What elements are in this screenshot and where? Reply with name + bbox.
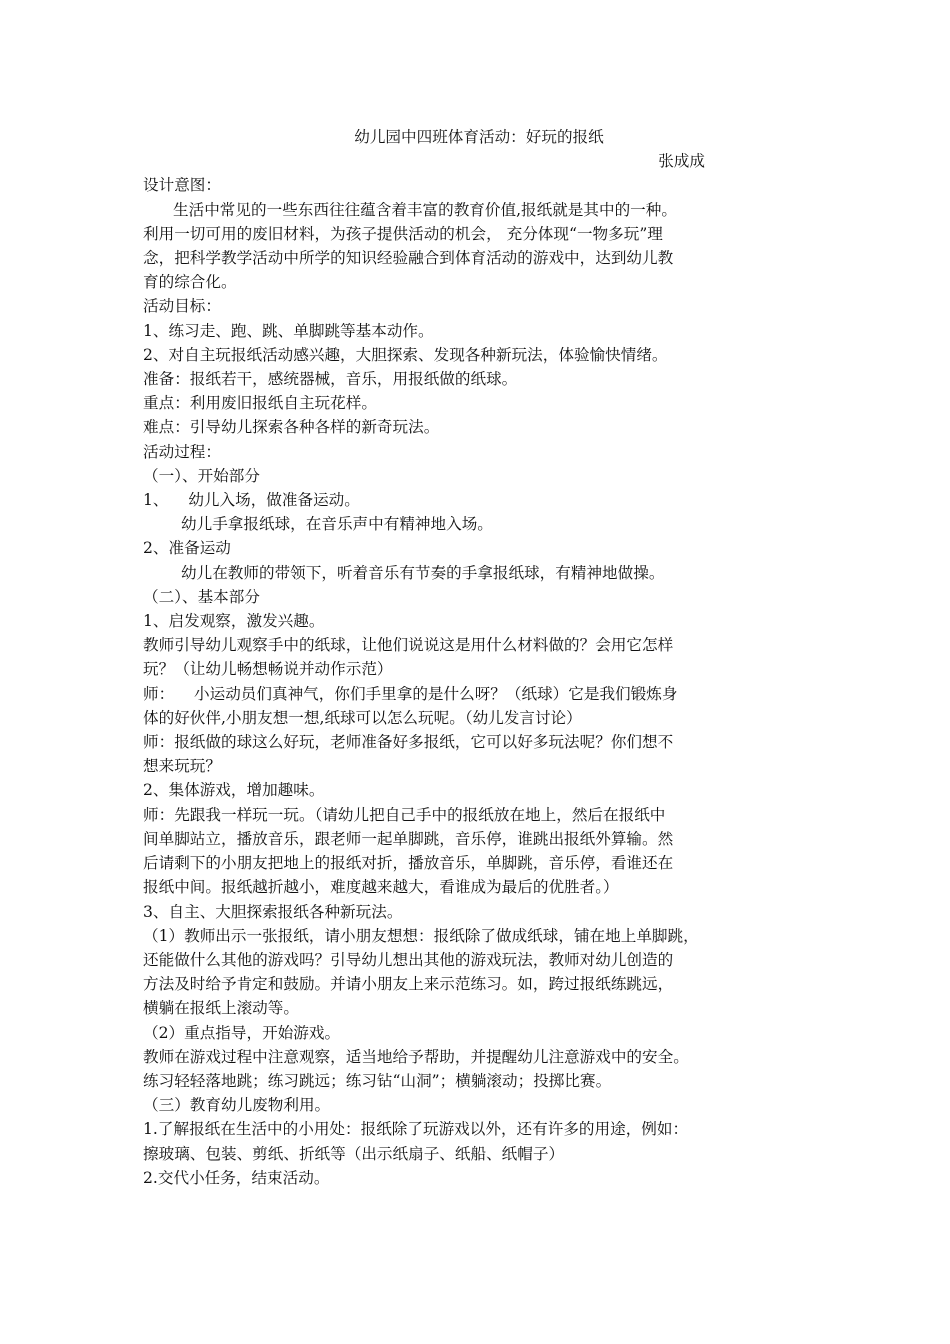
paragraph-line: 育的综合化。 [143, 273, 237, 292]
paragraph-line: 幼儿在教师的带领下，听着音乐有节奏的手拿报纸球，有精神地做操。 [181, 563, 665, 582]
preparation-line: 准备：报纸若干，感统器械，音乐，用报纸做的纸球。 [143, 370, 518, 389]
step-heading: 1、启发观察，激发兴趣。 [143, 612, 325, 631]
paragraph-line: 师：报纸做的球这么好玩，老师准备好多报纸，它可以好多玩法呢？你们想不 [143, 733, 674, 752]
key-point-line: 重点：利用废旧报纸自主玩花样。 [143, 394, 377, 413]
paragraph-line: 念，把科学教学活动中所学的知识经验融合到体育活动的游戏中，达到幼儿教 [143, 249, 674, 268]
part-heading: （三）教育幼儿废物利用。 [143, 1096, 331, 1115]
paragraph-line: 想来玩玩？ [143, 757, 221, 776]
paragraph-line: 还能做什么其他的游戏吗？引导幼儿想出其他的游戏玩法，教师对幼儿创造的 [143, 950, 674, 969]
difficulty-line: 难点：引导幼儿探索各种各样的新奇玩法。 [143, 418, 440, 437]
paragraph-line: 间单脚站立，播放音乐，跟老师一起单脚跳，音乐停，谁跳出报纸外算输。然 [143, 829, 674, 848]
paragraph-line: 练习轻轻落地跳；练习跳远；练习钻“山洞”；横躺滚动；投掷比赛。 [143, 1071, 612, 1090]
paragraph-line: 2.交代小任务，结束活动。 [143, 1168, 330, 1187]
section-heading-design-intent: 设计意图： [143, 176, 221, 195]
step-heading: 2、准备运动 [143, 539, 231, 558]
part-heading: （二）、基本部分 [143, 587, 260, 606]
paragraph-line: 体的好伙伴,小朋友想一想,纸球可以怎么玩呢。（幼儿发言讨论） [143, 708, 582, 727]
author-name: 张成成 [658, 152, 705, 171]
section-heading-goals: 活动目标： [143, 297, 221, 316]
paragraph-line: 幼儿手拿报纸球，在音乐声中有精神地入场。 [181, 515, 493, 534]
step-heading: 1、 幼儿入场，做准备运动。 [143, 491, 360, 510]
document-title: 幼儿园中四班体育活动：好玩的报纸 [354, 128, 604, 146]
sub-step-heading: （2）重点指导，开始游戏。 [143, 1023, 341, 1042]
paragraph-line: （1）教师出示一张报纸，请小朋友想想：报纸除了做成纸球，铺在地上单脚跳， [143, 926, 699, 945]
paragraph-line: 报纸中间。报纸越折越小，难度越来越大，看谁成为最后的优胜者。） [143, 878, 619, 897]
goal-item: 2、对自主玩报纸活动感兴趣，大胆探索、发现各种新玩法，体验愉快情绪。 [143, 345, 668, 364]
paragraph-line: 师： 小运动员们真神气，你们手里拿的是什么呀？（纸球）它是我们锻炼身 [143, 684, 678, 703]
paragraph-line: 教师引导幼儿观察手中的纸球，让他们说说这是用什么材料做的？会用它怎样 [143, 636, 674, 655]
paragraph-line: 横躺在报纸上滚动等。 [143, 999, 299, 1018]
paragraph-line: 利用一切可用的废旧材料，为孩子提供活动的机会， 充分体现“一物多玩”理 [143, 224, 663, 243]
part-heading: （一）、开始部分 [143, 466, 260, 485]
document-page [143, 125, 815, 1190]
paragraph-line: 玩？（让幼儿畅想畅说并动作示范） [143, 660, 393, 679]
paragraph-line: 擦玻璃、包装、剪纸、折纸等（出示纸扇子、纸船、纸帽子） [143, 1144, 565, 1163]
step-heading: 3、自主、大胆探索报纸各种新玩法。 [143, 902, 403, 921]
paragraph-line: 方法及时给予肯定和鼓励。并请小朋友上来示范练习。如，跨过报纸练跳远， [143, 975, 674, 994]
section-heading-process: 活动过程： [143, 442, 221, 461]
paragraph-line: 后请剩下的小朋友把地上的报纸对折，播放音乐，单脚跳，音乐停，看谁还在 [143, 854, 674, 873]
paragraph-line: 教师在游戏过程中注意观察，适当地给予帮助，并提醒幼儿注意游戏中的安全。 [143, 1047, 689, 1066]
paragraph-line: 1.了解报纸在生活中的小用处：报纸除了玩游戏以外，还有许多的用途，例如： [143, 1120, 689, 1139]
paragraph-line: 师：先跟我一样玩一玩。（请幼儿把自己手中的报纸放在地上，然后在报纸中 [143, 805, 666, 824]
paragraph-line: 生活中常见的一些东西往往蕴含着丰富的教育价值,报纸就是其中的一种。 [173, 200, 677, 219]
step-heading: 2、集体游戏，增加趣味。 [143, 781, 325, 800]
goal-item: 1、练习走、跑、跳、单脚跳等基本动作。 [143, 321, 434, 340]
